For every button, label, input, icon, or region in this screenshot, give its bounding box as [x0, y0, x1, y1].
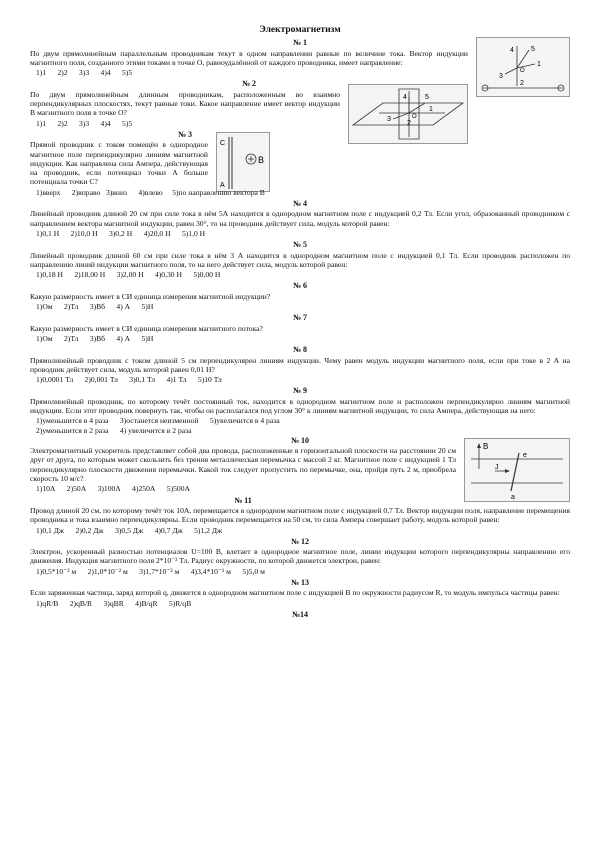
question-13-number: № 13: [290, 578, 310, 588]
question-1-text: По двум прямолинейным параллельным проводникам текут в одном направлении равные по величине тока. Вектор индукции магнитного поля, созданного этими токами в точке О, равноудалённой от каждого проводника, имеет направление:: [30, 48, 468, 67]
page-title: Электромагнетизм: [259, 25, 341, 35]
question-6-options: 1)Ом 2)Тл 3)Вб 4) А 5)Н: [36, 302, 154, 312]
question-10-figure-label: e: [523, 452, 527, 460]
question-4-text: Линейный проводник длиной 20 см при силе тока в нём 5А находится в однородном магнитном поле с индукцией 0,2 Тл. Если угол, образованный проводником с направлением вектора магнитной индукции, равен 30°, то на проводник действует сила, модуль которой равен:: [30, 209, 570, 228]
question-1-figure-label: 2: [520, 79, 524, 87]
question-2-figure-label: 2: [407, 119, 411, 127]
question-3-figure-label: B: [258, 155, 265, 166]
question-3-number: № 3: [177, 129, 193, 139]
question-14-number: №14: [291, 609, 309, 619]
question-2-figure: [348, 84, 468, 144]
question-2-text: По двум прямолинейным длинным проводникам, расположенным во взаимно перпендикулярных плоскостях, текут равные токи. Какое направление имеет вектор индукции В магнитного поля в точке О?: [30, 89, 340, 118]
question-6-text: Какую размерность имеет в СИ единица измерения магнитной индукции?: [30, 291, 271, 301]
question-3-figure-label: A: [220, 182, 225, 190]
page: [30, 26, 570, 620]
question-1-figure: [476, 37, 570, 97]
question-7-options: 1)Ом 2)Тл 3)Вб 4) А 5)Н: [36, 333, 154, 343]
question-7-text: Какую размерность имеет в СИ единица измерения магнитного потока?: [30, 323, 263, 333]
question-10-figure-label: a: [511, 494, 515, 502]
question-1-options: 1)1 2)2 3)3 4)4 5)5: [36, 68, 133, 78]
question-3-figure-label: C: [220, 140, 226, 148]
question-2-figure-label: O: [412, 113, 417, 120]
question-1-figure-label: 4: [510, 46, 514, 54]
question-4-number: № 4: [292, 199, 308, 209]
question-9-number: № 9: [292, 386, 308, 396]
question-7-number: № 7: [292, 313, 308, 323]
question-3-options: 1)вверх 2)вправо 3)вниз 4)влево 5)по направлению вектора В: [36, 187, 265, 197]
question-5-options: 1)0,18 Н 2)18,00 Н 3)2,00 Н 4)0,30 Н 5)0,00 Н: [36, 270, 221, 280]
question-2-figure-label: 4: [403, 93, 407, 101]
question-1-figure-label: O: [520, 67, 525, 74]
question-2-figure-label: 3: [387, 115, 391, 123]
question-13-options: 1)qR/B 2)qB/R 3)qBR 4)B/qR 5)R/qB: [36, 598, 192, 608]
question-10-text: Электромагнитный ускоритель представляет собой два провода, расположенные в горизонтальной плоскости на расстоянии 20 см друг от друга, по которым может скользить без трения металлическая перемычка с массой 2 кг. Магнитное поле с индукцией 1 Тл перпендикулярно плоскости движения перемычки. Какой ток следует пропустить по перемычке, она, пройдя путь 2 м, приобрела скорость 10 м/с?: [30, 446, 456, 484]
question-11-options: 1)0,1 Дж 2)0,2 Дж 3)0,5 Дж 4)0,7 Дж 5)1,2 Дж: [36, 525, 223, 535]
question-11-number: № 11: [234, 495, 252, 505]
question-5-number: № 5: [292, 240, 308, 250]
question-2-number: № 2: [241, 79, 257, 89]
question-4-options: 1)0,1 Н 2)10,0 Н 3)0,2 Н 4)20,0 Н 5)1,0 Н: [36, 228, 206, 238]
question-1-figure-label: 3: [499, 72, 503, 80]
question-9-text: Прямолинейный проводник, по которому течёт постоянный ток, находится в однородном магнитном поле и расположен перпендикулярно линиям магнитной индукции. Если этот проводник повернуть так, чтобы он располагался под углом 30° к линиям магнитной индукции, то сила Ампера, действующая на него:: [30, 396, 570, 415]
question-10-figure-label: B: [483, 442, 489, 452]
question-2-options: 1)1 2)2 3)3 4)4 5)5: [36, 118, 133, 128]
question-5-text: Линейный проводник длиной 60 см при силе тока в нём 3 А находится в однородном магнитном поле с индукцией 0,1 Тл. Если проводник расположен по направлению линий индукции магнитного поля, то на него действует сила, модуль которой равен:: [30, 250, 570, 269]
question-10-options: 1)10А 2)50А 3)100А 4)250А 5)500А: [36, 484, 190, 494]
question-8-options: 1)0,0001 Тл 2)0,001 Тл 3)0,1 Тл 4)1 Тл 5)10 Тл: [36, 375, 222, 385]
question-8-text: Прямолинейный проводник с током длиной 5 см перпендикулярен линиям индукции. Чему равен модуль индукции магнитного поля, если при токе в 2 А на проводник действует сила, модуль которой равен 0,01 Н?: [30, 355, 570, 374]
question-10-figure: [464, 438, 570, 502]
question-3-figure: [216, 132, 270, 192]
question-2-figure-label: 1: [429, 105, 433, 113]
question-1-figure-label: 1: [537, 60, 541, 68]
question-12-options: 1)0,5*10⁻² м 2)1,0*10⁻² м 3)1,7*10⁻² м 4)3,4*10⁻¹ м 5)5,0 м: [36, 566, 265, 576]
question-1-number: № 1: [292, 38, 308, 48]
question-13-text: Если заряженная частица, заряд которой q, движется в однородном магнитном поле с индукцией В по окружности радиусом R, то модуль импульса частицы равен:: [30, 588, 560, 598]
question-1-figure-label: 5: [531, 45, 535, 53]
question-9-options-row2: 2)уменьшится в 2 раза 4) увеличится в 2 раза: [36, 425, 192, 435]
question-6-number: № 6: [292, 281, 308, 291]
question-10-number: № 10: [290, 435, 310, 445]
question-11-text: Провод длиной 20 см, по которому течёт ток 10А, перемещается в однородном магнитном поле с индукцией 0,7 Тл. Вектор индукции поля, направление перемещения проводника и тока взаимно перпендикулярны. Если проводник перемещается на 50 см, то сила Ампера совершает работу, модуль которой равен:: [30, 505, 570, 525]
question-8-number: № 8: [292, 345, 308, 355]
question-12-number: № 12: [290, 536, 310, 546]
question-3-text: Прямой проводник с током помещён в однородное магнитное поле перпендикулярно линиям магнитной индукции. Как направлена сила Ампера, действующая на проводник, если потенциал точки А больше потенциала точки С?: [30, 140, 208, 187]
question-9-options: 1)уменьшится в 4 раза 3)останется неизменной 5)увеличится в 4 раза: [36, 416, 280, 426]
question-2-figure-label: 5: [425, 93, 429, 101]
question-10-figure-label: J: [495, 464, 499, 472]
question-12-text: Электрон, ускоренный разностью потенциалов U=100 В, влетает в однородное магнитное поле, линии индукции которого перпендикулярны направлению его движения. Индукция магнитного поля 2*10⁻³ Тл. Радиус окружности, по которой движется электрон, равен:: [30, 547, 570, 566]
